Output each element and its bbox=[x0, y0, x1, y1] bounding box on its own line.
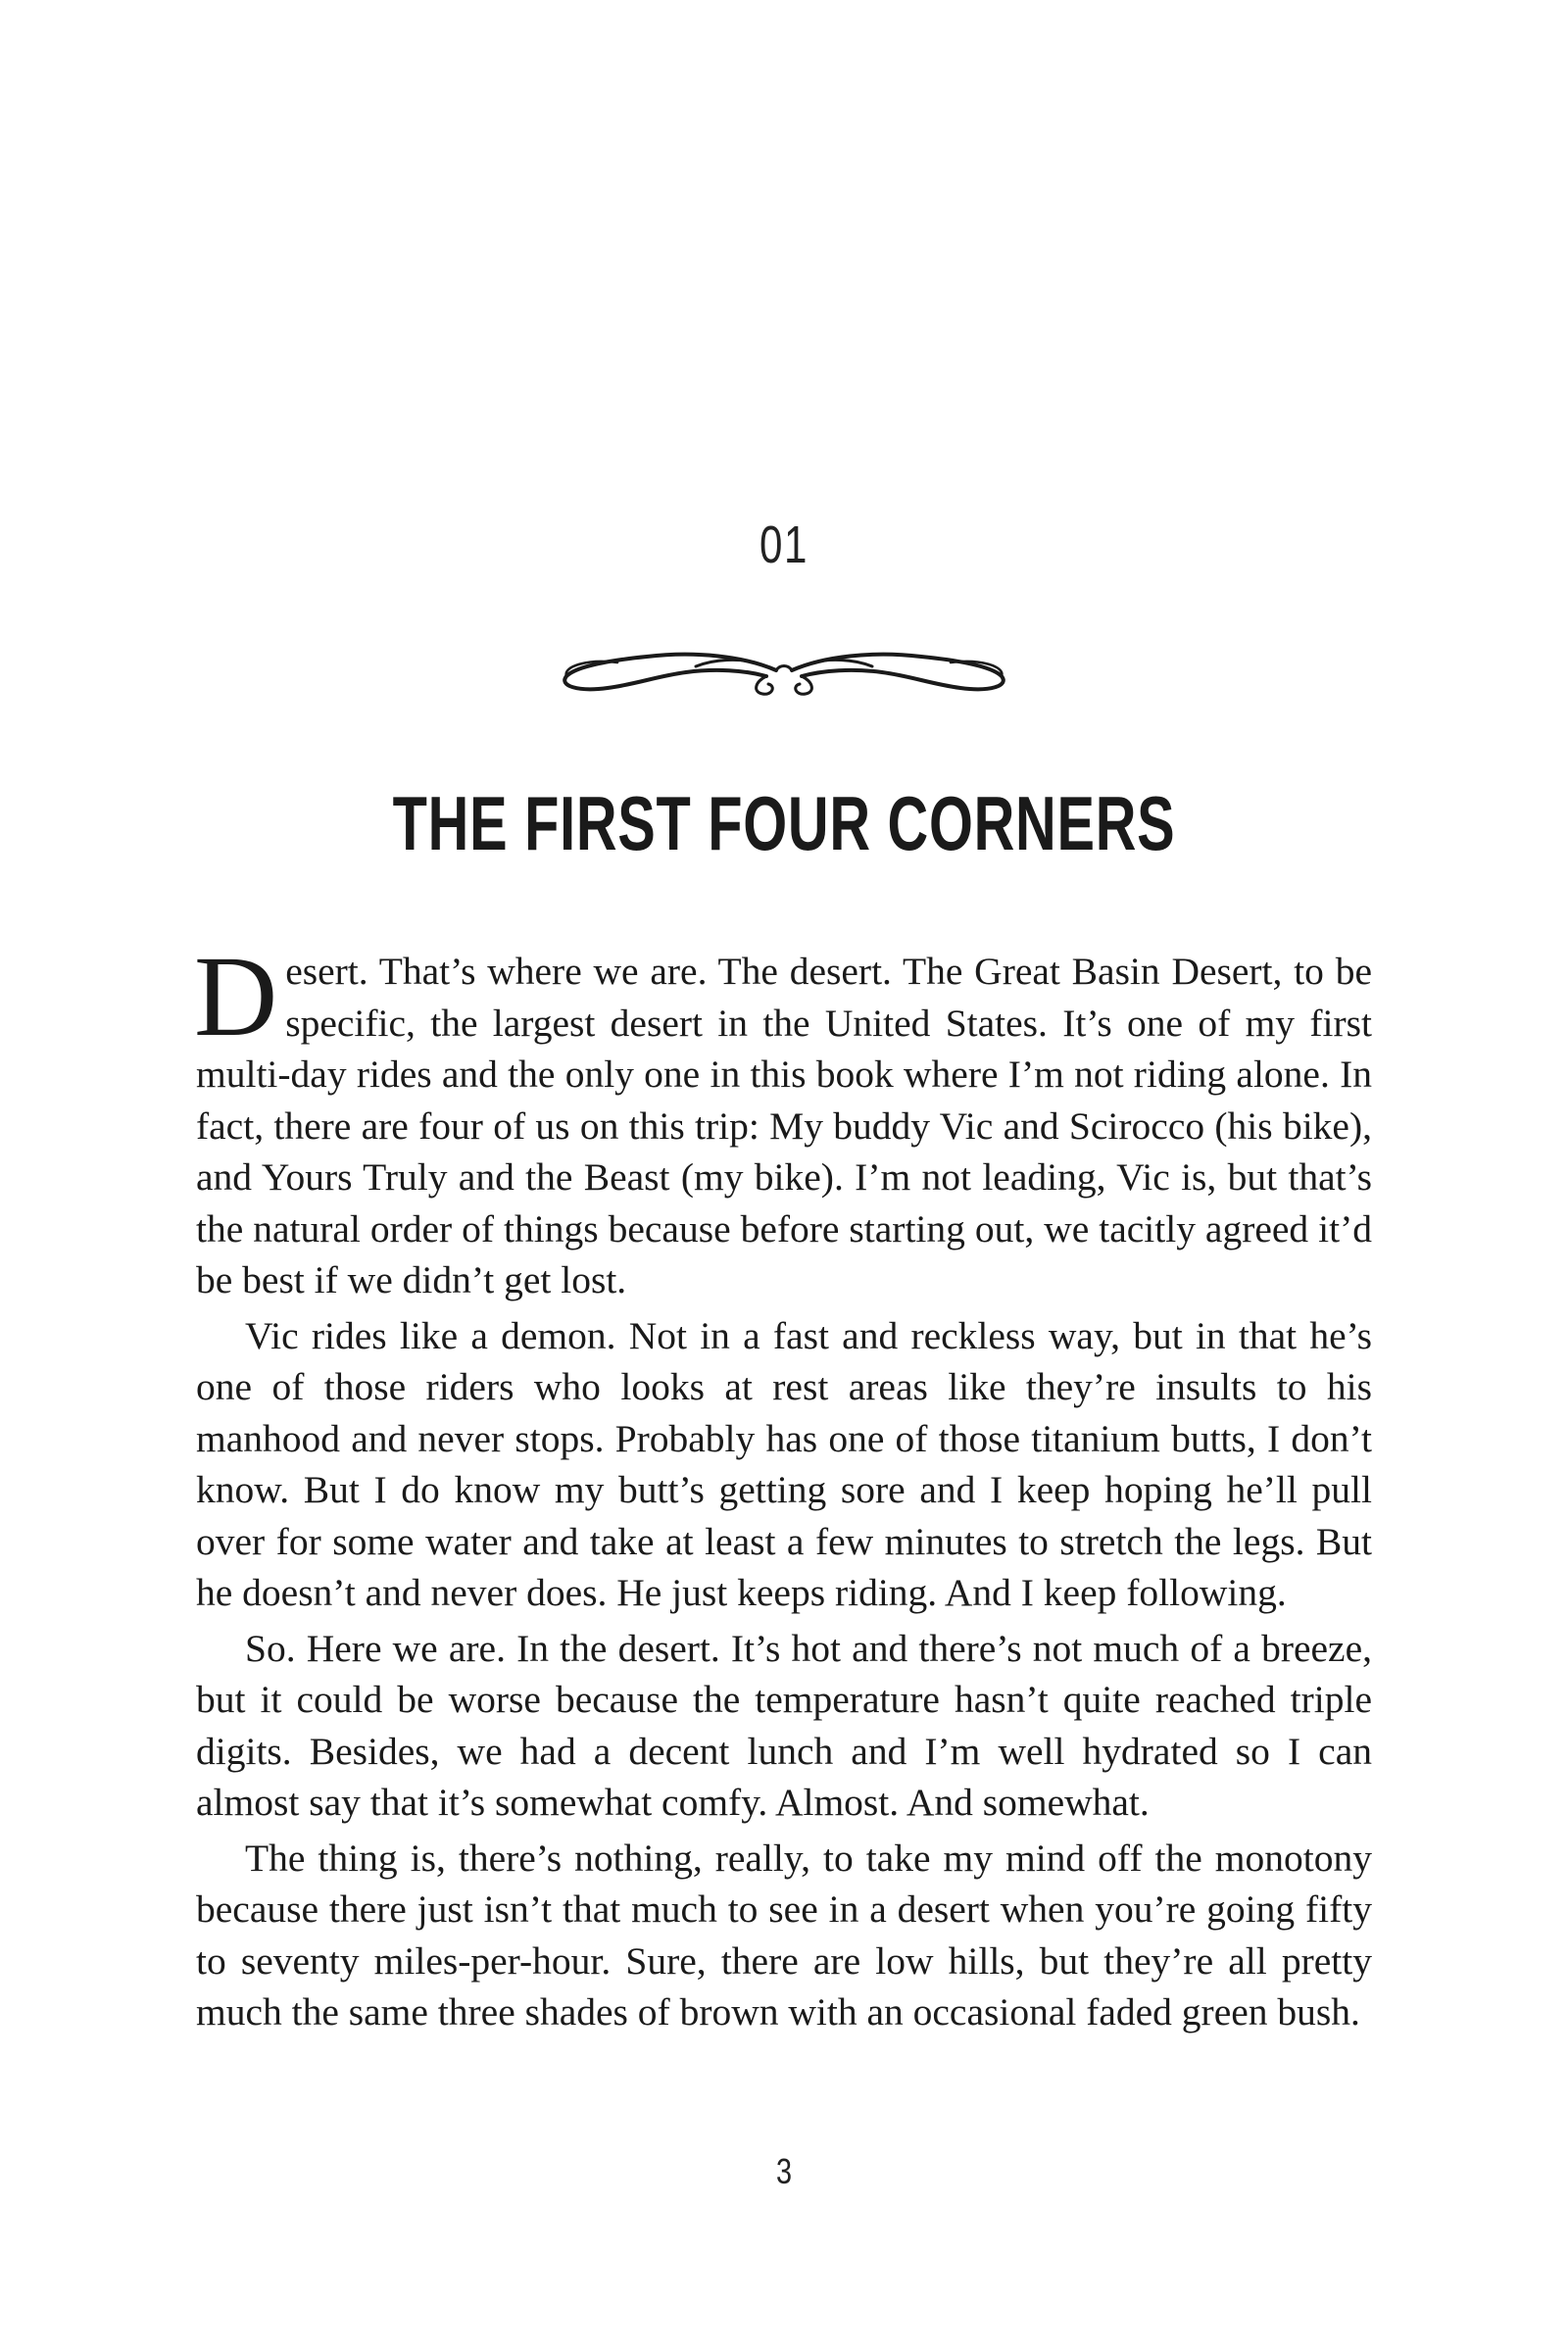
chapter-title: THE FIRST FOUR CORNERS bbox=[392, 780, 1176, 866]
chapter-body bbox=[194, 932, 1372, 2042]
paragraph-text: esert. That’s where we are. The desert. The Great Basin Desert, to be specific, the largest desert in the United States. It’s one of my first multi-day rides and the only one in this book where I’m not riding alone. In fact, there are four of us on this trip: My buddy Vic and Scirocco (his bike), and Yours Truly and the Beast (my bike). I’m not leading, Vic is, but that’s the natural order of things because before starting out, we tacitly agreed it’d be best if we didn’t get lost. bbox=[196, 950, 1372, 1301]
chapter-number: 01 bbox=[760, 515, 808, 574]
drop-cap: D bbox=[194, 932, 278, 1060]
decorative-flourish-icon bbox=[549, 637, 1019, 706]
body-paragraph: The thing is, there’s nothing, really, to take my mind off the monotony because there just isn’t that much to see in a desert when you’re going fifty to seventy miles-per-hour. Sure, there are low hills, but they’re all pretty much the same three shades of brown with an occasional faded green bush. bbox=[196, 1836, 1372, 2034]
body-paragraph: So. Here we are. In the desert. It’s hot and there’s not much of a breeze, but it could be worse because the temperature hasn’t quite reached triple digits. Besides, we had a decent lunch and I’m well hydrated so I can almost say that it’s somewhat comfy. Almost. And somewhat. bbox=[196, 1626, 1372, 1824]
body-paragraph: Vic rides like a demon. Not in a fast and reckless way, but in that he’s one of those riders who looks at rest areas like they’re insults to his manhood and never stops. Probably has one of those titanium butts, I don’t know. But I do know my butt’s getting sore and I keep hoping he’ll pull over for some water and take at least a few minutes to stretch the legs. But he doesn’t and never does. He just keeps riding. And I keep following. bbox=[196, 1313, 1372, 1614]
page-number: 3 bbox=[775, 2151, 793, 2191]
body-paragraph bbox=[194, 932, 1372, 1306]
